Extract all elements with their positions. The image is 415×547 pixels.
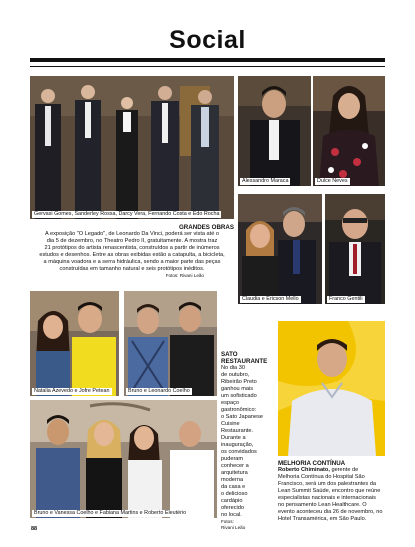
melhoria-name: Roberto Chiminato, (278, 467, 330, 473)
caption-group-four: Bruno e Vanessa Coelho e Fabiana Martins e Roberto Eleutério (34, 510, 187, 516)
page-title: Social (169, 26, 246, 54)
grandes-obras-line: dia 5 de dezembro, no Theatro Pedro II, gratuitamente. A mostra traz (46, 238, 218, 244)
sato-line: de outubro, (221, 372, 250, 378)
caption-bruno-leonardo: Bruno e Leonardo Coelho (128, 388, 190, 394)
grandes-obras-credit: Fotos: Rivani Leão (165, 273, 204, 278)
melhoria-line: Lean Summit Saúde, encontro que reúne (278, 488, 381, 494)
grandes-obras-line: 21 protótipos do artista renascentista, construídos a partir de inúmeros (44, 245, 220, 251)
sato-line: No dia 30 (221, 365, 245, 371)
caption-group-five: Gervasi Gomes, Sanderley Rossa, Darcy Vera, Fernando Costa e Edo Rocha (34, 211, 220, 217)
sato-line: oferecido (221, 505, 245, 511)
photo-bruno-leonardo (124, 291, 217, 396)
melhoria-heading: MELHORIA CONTÍNUA (278, 460, 346, 467)
melhoria-line: no pensamento Lean Healthcare. O (278, 502, 367, 508)
melhoria-line: Hotel Transamérica, em São Paulo. (278, 516, 367, 522)
caption-alessandro: Alessandro Maraca (242, 178, 289, 184)
sato-line: cardápio (221, 498, 243, 504)
grandes-obras-line: A exposição "O Legado", de Leonardo Da Vinci, poderá ser vista até o (45, 231, 219, 237)
photo-group-five (30, 76, 234, 219)
photo-franco (325, 194, 385, 304)
grandes-obras-heading: GRANDES OBRAS (178, 224, 234, 231)
sato-credit: Rivani Leão (221, 524, 246, 530)
sato-line: ganhou mais (221, 386, 254, 392)
photo-natalia-jofre (30, 291, 119, 396)
sato-line: os convidados (221, 449, 257, 455)
grandes-obras-line: a máquina voadora e a serra hidráulica, sendo a maior parte das peças (43, 259, 221, 265)
sato-line: Ribeirão Preto (221, 379, 257, 385)
sato-line: Restaurante. (221, 428, 254, 434)
sato-line: o Sato Japanese (221, 414, 263, 420)
photo-claudia-ericson (238, 194, 322, 304)
sato-line: gastronômico: (221, 407, 257, 413)
melhoria-line: gerente de (329, 467, 359, 473)
caption-natalia-jofre: Natalia Azevedo e Jofre Petean (34, 388, 110, 394)
title-rule-thin (30, 66, 385, 67)
sato-line: da casa e (221, 484, 246, 490)
sato-line: o delicioso (221, 491, 248, 497)
photo-group-four (30, 400, 217, 518)
sato-line: espaço (221, 400, 240, 406)
caption-claudia-ericson: Claudia e Ericson Mello (242, 296, 299, 302)
title-rule (30, 58, 385, 62)
sato-line: arquitetura (221, 470, 248, 476)
page-number: 88 (31, 526, 38, 532)
sato-line: inauguração, (221, 442, 254, 448)
grandes-obras-line: construídas em tamanho natural e seis protótipos inéditos. (59, 266, 205, 272)
melhoria-line: Melhoria Contínua do Hospital São (278, 474, 365, 480)
sato-line: puderam (221, 456, 244, 462)
sato-heading: SATO (221, 351, 238, 358)
melhoria-line (278, 467, 390, 474)
grandes-obras-line: estudos e desenhos. Entre as obras exibidas estão a catapulta, a bicicleta, (39, 252, 225, 258)
melhoria-line: especialistas nacionais e internacionais (278, 495, 376, 501)
sato-line: um sofisticado (221, 393, 257, 399)
photo-roberto (278, 321, 385, 456)
sato-heading: RESTAURANTE (221, 358, 268, 365)
sato-line: no local. (221, 512, 242, 518)
melhoria-line: Francisco, será um dos palestrantes da (278, 481, 376, 487)
sato-line: Durante a (221, 435, 246, 441)
photo-dulce (313, 76, 385, 186)
caption-dulce: Dulce Neves (317, 178, 348, 184)
melhoria-line: evento aconteceu dia 26 de novembro, no (278, 509, 383, 515)
grandes-obras-article (30, 224, 234, 279)
sato-line: moderna (221, 477, 244, 483)
sato-line: conhecer a (221, 463, 249, 469)
sato-article (221, 351, 275, 530)
sato-credit: Fotos: (221, 519, 234, 524)
caption-franco: Franco Gentili (329, 296, 363, 302)
melhoria-article (278, 460, 390, 523)
sato-line: Cuisine (221, 421, 240, 427)
photo-alessandro (238, 76, 311, 186)
